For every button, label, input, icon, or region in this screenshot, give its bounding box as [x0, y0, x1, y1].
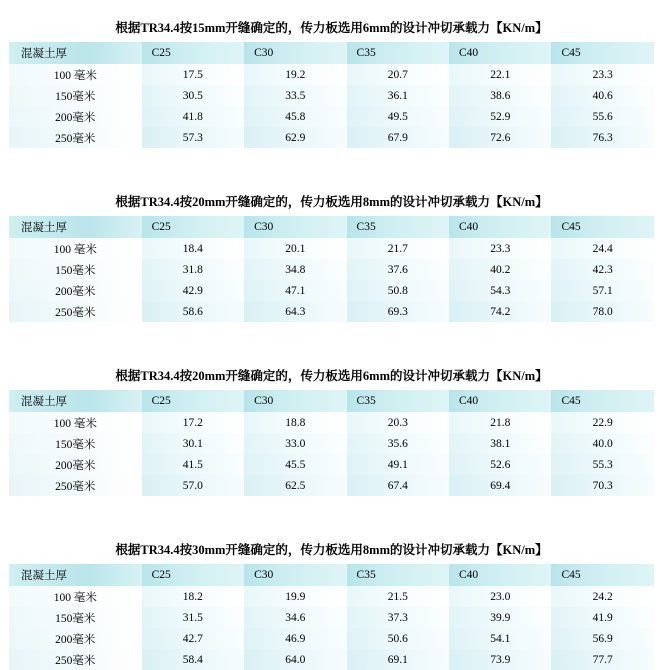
cell: 57.0 — [142, 475, 244, 496]
row-label: 100 毫米 — [9, 238, 142, 259]
table-block-2 — [0, 148, 663, 322]
table-header-row — [9, 390, 654, 412]
cell: 34.6 — [244, 607, 346, 628]
table-header-row — [9, 564, 654, 586]
cell: 39.9 — [449, 607, 551, 628]
row-label: 100 毫米 — [9, 64, 142, 85]
table-row — [9, 586, 654, 607]
cell: 35.6 — [347, 433, 449, 454]
data-table-1 — [9, 42, 654, 148]
cell: 24.4 — [551, 238, 654, 259]
column-header: C40 — [449, 390, 551, 412]
row-label: 200毫米 — [9, 106, 142, 127]
cell: 57.1 — [551, 280, 654, 301]
cell: 34.8 — [244, 259, 346, 280]
table-header-row — [9, 216, 654, 238]
row-label: 100 毫米 — [9, 412, 142, 433]
cell: 78.0 — [551, 301, 654, 322]
row-label: 100 毫米 — [9, 586, 142, 607]
column-header: C25 — [142, 42, 244, 64]
cell: 18.8 — [244, 412, 346, 433]
cell: 69.4 — [449, 475, 551, 496]
row-label: 150毫米 — [9, 433, 142, 454]
cell: 62.5 — [244, 475, 346, 496]
row-label: 200毫米 — [9, 280, 142, 301]
table-block-1 — [0, 0, 663, 148]
cell: 72.6 — [449, 127, 551, 148]
column-header: C25 — [142, 564, 244, 586]
table-row — [9, 127, 654, 148]
column-header: 混凝土厚 — [9, 564, 142, 586]
data-table-2 — [9, 216, 654, 322]
cell: 23.3 — [449, 238, 551, 259]
column-header: C25 — [142, 216, 244, 238]
row-label: 200毫米 — [9, 628, 142, 649]
column-header: C45 — [551, 216, 654, 238]
cell: 73.9 — [449, 649, 551, 670]
column-header: C30 — [244, 42, 346, 64]
block-title-4: 根据TR34.4按30mm开缝确定的，传力板选用8mm的设计冲切承载力【KN/m】 — [115, 543, 548, 557]
cell: 36.1 — [347, 85, 449, 106]
cell: 46.9 — [244, 628, 346, 649]
row-label: 250毫米 — [9, 475, 142, 496]
cell: 56.9 — [551, 628, 654, 649]
cell: 42.9 — [142, 280, 244, 301]
cell: 31.5 — [142, 607, 244, 628]
cell: 23.3 — [551, 64, 654, 85]
cell: 42.3 — [551, 259, 654, 280]
cell: 57.3 — [142, 127, 244, 148]
block-title-3: 根据TR34.4按20mm开缝确定的，传力板选用6mm的设计冲切承载力【KN/m】 — [115, 369, 548, 383]
cell: 41.8 — [142, 106, 244, 127]
column-header: C45 — [551, 564, 654, 586]
column-header: 混凝土厚 — [9, 42, 142, 64]
cell: 49.5 — [347, 106, 449, 127]
table-row — [9, 454, 654, 475]
cell: 19.9 — [244, 586, 346, 607]
cell: 74.2 — [449, 301, 551, 322]
table-block-4 — [0, 496, 663, 670]
table-row — [9, 85, 654, 106]
column-header: C35 — [347, 216, 449, 238]
spacer — [0, 322, 663, 348]
cell: 47.1 — [244, 280, 346, 301]
row-label: 150毫米 — [9, 607, 142, 628]
cell: 18.4 — [142, 238, 244, 259]
cell: 42.7 — [142, 628, 244, 649]
column-header: C30 — [244, 390, 346, 412]
cell: 52.6 — [449, 454, 551, 475]
table-row — [9, 628, 654, 649]
cell: 19.2 — [244, 64, 346, 85]
cell: 67.9 — [347, 127, 449, 148]
table-row — [9, 412, 654, 433]
cell: 64.0 — [244, 649, 346, 670]
cell: 58.4 — [142, 649, 244, 670]
cell: 40.2 — [449, 259, 551, 280]
column-header: 混凝土厚 — [9, 390, 142, 412]
cell: 30.1 — [142, 433, 244, 454]
cell: 40.6 — [551, 85, 654, 106]
cell: 38.6 — [449, 85, 551, 106]
cell: 54.1 — [449, 628, 551, 649]
column-header: C35 — [347, 390, 449, 412]
spacer — [0, 0, 663, 18]
cell: 21.7 — [347, 238, 449, 259]
cell: 20.1 — [244, 238, 346, 259]
cell: 67.4 — [347, 475, 449, 496]
cell: 37.6 — [347, 259, 449, 280]
column-header: C40 — [449, 42, 551, 64]
table-block-3 — [0, 322, 663, 496]
row-label: 250毫米 — [9, 649, 142, 670]
column-header: 混凝土厚 — [9, 216, 142, 238]
cell: 17.5 — [142, 64, 244, 85]
column-header: C45 — [551, 42, 654, 64]
cell: 23.0 — [449, 586, 551, 607]
cell: 18.2 — [142, 586, 244, 607]
data-table-4 — [9, 564, 654, 670]
cell: 58.6 — [142, 301, 244, 322]
block-title-2: 根据TR34.4按20mm开缝确定的，传力板选用8mm的设计冲切承载力【KN/m】 — [115, 195, 548, 209]
cell: 77.7 — [551, 649, 654, 670]
row-label: 250毫米 — [9, 127, 142, 148]
cell: 22.1 — [449, 64, 551, 85]
table-row — [9, 301, 654, 322]
cell: 54.3 — [449, 280, 551, 301]
column-header: C30 — [244, 564, 346, 586]
block-title-1: 根据TR34.4按15mm开缝确定的，传力板选用6mm的设计冲切承载力【KN/m】 — [115, 21, 548, 35]
column-header: C40 — [449, 564, 551, 586]
row-label: 250毫米 — [9, 301, 142, 322]
table-row — [9, 649, 654, 670]
cell: 52.9 — [449, 106, 551, 127]
column-header: C40 — [449, 216, 551, 238]
spacer — [0, 348, 663, 366]
table-row — [9, 280, 654, 301]
row-label: 150毫米 — [9, 85, 142, 106]
cell: 17.2 — [142, 412, 244, 433]
spacer — [0, 174, 663, 192]
cell: 45.8 — [244, 106, 346, 127]
table-row — [9, 259, 654, 280]
table-row — [9, 607, 654, 628]
cell: 41.5 — [142, 454, 244, 475]
cell: 55.6 — [551, 106, 654, 127]
cell: 37.3 — [347, 607, 449, 628]
row-label: 150毫米 — [9, 259, 142, 280]
table-header-row — [9, 42, 654, 64]
cell: 40.0 — [551, 433, 654, 454]
cell: 55.3 — [551, 454, 654, 475]
cell: 69.1 — [347, 649, 449, 670]
table-row — [9, 64, 654, 85]
column-header: C35 — [347, 564, 449, 586]
cell: 31.8 — [142, 259, 244, 280]
cell: 21.8 — [449, 412, 551, 433]
cell: 49.1 — [347, 454, 449, 475]
cell: 45.5 — [244, 454, 346, 475]
cell: 21.5 — [347, 586, 449, 607]
cell: 22.9 — [551, 412, 654, 433]
column-header: C25 — [142, 390, 244, 412]
cell: 20.7 — [347, 64, 449, 85]
cell: 76.3 — [551, 127, 654, 148]
cell: 30.5 — [142, 85, 244, 106]
column-header: C30 — [244, 216, 346, 238]
cell: 50.8 — [347, 280, 449, 301]
cell: 64.3 — [244, 301, 346, 322]
cell: 69.3 — [347, 301, 449, 322]
table-row — [9, 238, 654, 259]
cell: 50.6 — [347, 628, 449, 649]
row-label: 200毫米 — [9, 454, 142, 475]
cell: 33.5 — [244, 85, 346, 106]
cell: 38.1 — [449, 433, 551, 454]
data-table-3 — [9, 390, 654, 496]
cell: 24.2 — [551, 586, 654, 607]
cell: 41.9 — [551, 607, 654, 628]
cell: 62.9 — [244, 127, 346, 148]
spacer — [0, 148, 663, 174]
spacer — [0, 522, 663, 540]
cell: 70.3 — [551, 475, 654, 496]
cell: 33.0 — [244, 433, 346, 454]
spacer — [0, 496, 663, 522]
column-header: C45 — [551, 390, 654, 412]
column-header: C35 — [347, 42, 449, 64]
table-row — [9, 433, 654, 454]
table-row — [9, 475, 654, 496]
table-row — [9, 106, 654, 127]
cell: 20.3 — [347, 412, 449, 433]
